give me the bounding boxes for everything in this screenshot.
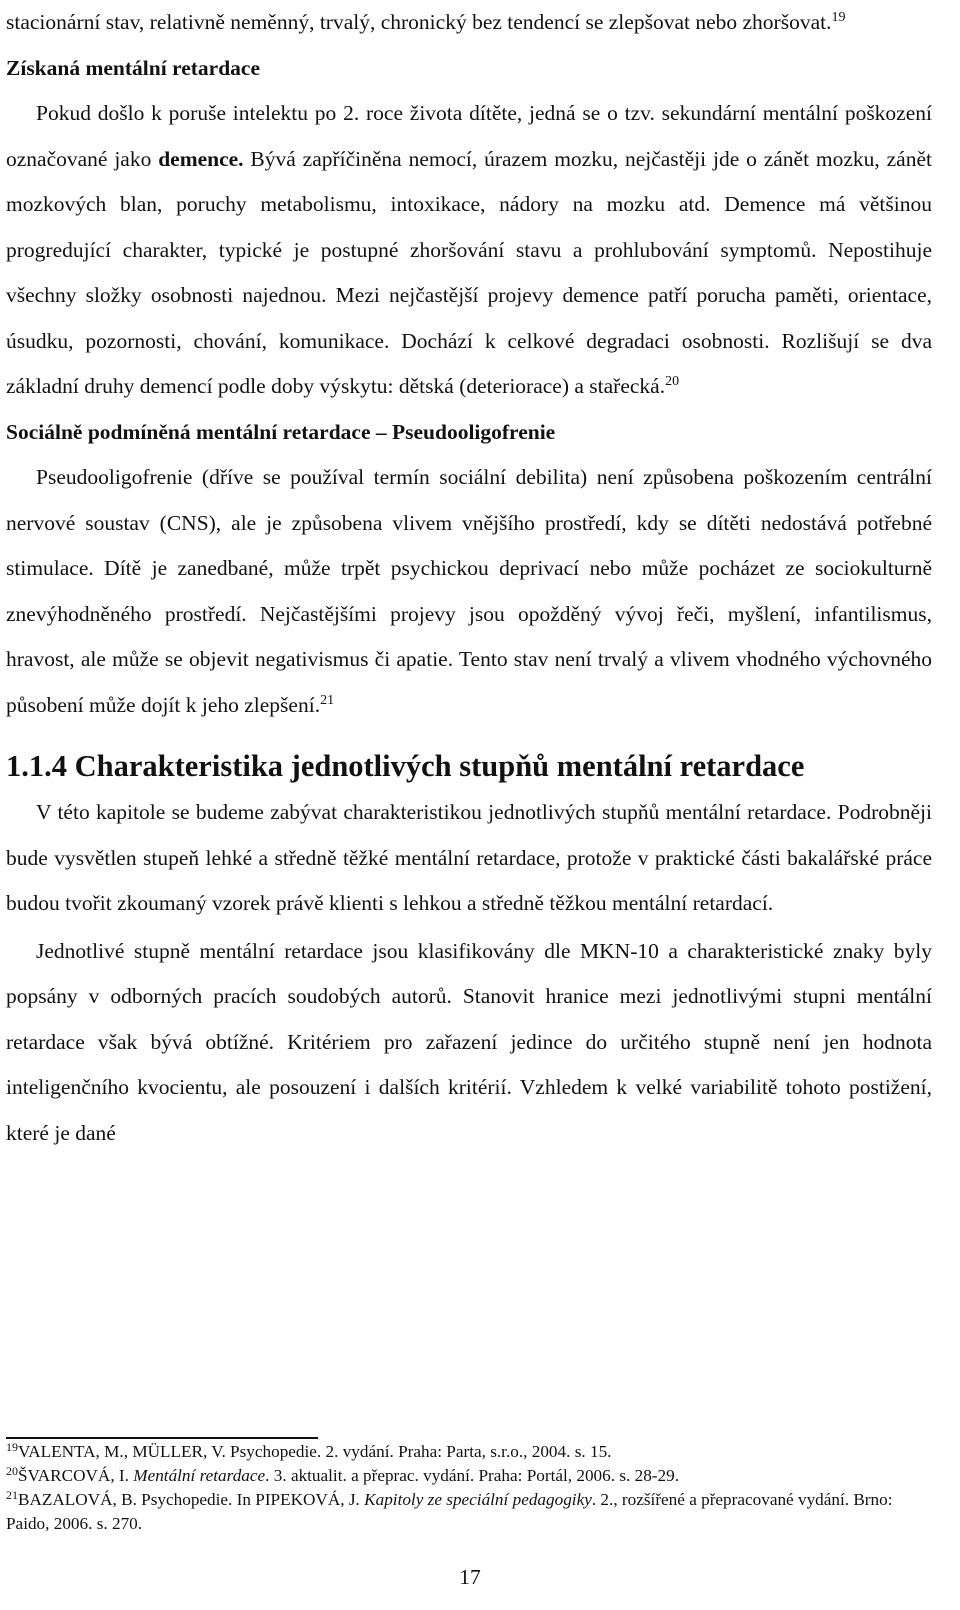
section-heading: 1.1.4 Charakteristika jednotlivých stupňů mentální retardace: [6, 749, 805, 783]
footnotes: [6, 1440, 932, 1536]
footnote-title: Kapitoly ze speciální pedagogiky: [364, 1490, 592, 1509]
footnote-number: 20: [6, 1464, 18, 1478]
footnote-text: . 2., rozšířené a přepracované vydání. Brno: Paido, 2006. s. 270.: [6, 1490, 893, 1533]
footnote-text: VALENTA, M., MÜLLER, V. Psychopedie. 2. vydání. Praha: Parta, s.r.o., 2004. s. 15.: [18, 1442, 612, 1461]
subheading-ziskana: Získaná mentální retardace: [6, 55, 261, 80]
footnote-ref[interactable]: 19: [831, 10, 846, 25]
document-page: [6, 0, 932, 1156]
footnote-text: ŠVARCOVÁ, I.: [18, 1466, 134, 1485]
paragraph-text: Pokud došlo k poruše intelektu po 2. roce života dítěte, jedná se o tzv. sekundární mentální poškození označované jako: [6, 101, 932, 171]
footnote-21: [6, 1488, 932, 1536]
paragraph-text: Pseudooligofrenie (dříve se používal termín sociální debilita) není způsobena poškozením centrální nervové soustav (CNS), ale je způsobena vlivem vnějšího prostředí, kdy se dítěti nedostává potřebné stimulace. Dítě je zanedbané, může trpět psychickou deprivací nebo může pocházet ze sociokulturně znevýhodněného prostředí. Nejčastějšími projevy jsou opožděný vývoj řeči, myšlení, infantilismus, hravost, ale může se objevit negativismus či apatie. Tento stav není trvalý a vlivem vhodného výchovného působení může dojít k jeho zlepšení.: [6, 465, 932, 717]
paragraph-pseudooligofrenie: [6, 455, 932, 728]
paragraph-stupne: Jednotlivé stupně mentální retardace jsou klasifikovány dle MKN-10 a charakteristické znaky byly popsány v odborných pracích soudobých autorů. Stanovit hranice mezi jednotlivými stupni mentální retardace však bývá obtížné. Kritériem pro zařazení jedince do určitého stupně není jen hodnota inteligenčního kvocientu, ale posouzení i dalších kritérií. Vzhledem k velké variabilitě tohoto postižení, které je dané: [6, 938, 932, 1145]
paragraph-continuation: [6, 0, 932, 46]
footnote-ref[interactable]: 21: [320, 692, 335, 708]
page-number: 17: [459, 1565, 481, 1589]
footnote-number: 19: [6, 1440, 18, 1454]
footnote-ref[interactable]: 20: [665, 374, 680, 389]
footnote-19: [6, 1440, 932, 1464]
footnote-title: Mentální retardace: [133, 1466, 266, 1485]
footnote-text: . 3. aktualit. a přeprac. vydání. Praha: Portál, 2006. s. 28-29.: [265, 1466, 679, 1485]
paragraph-text: stacionární stav, relativně neměnný, trvalý, chronický bez tendencí se zlepšovat nebo zhoršovat.: [6, 10, 832, 34]
footnote-separator: [6, 1437, 318, 1439]
footnote-20: [6, 1464, 932, 1488]
paragraph-text: Bývá zapříčiněna nemocí, úrazem mozku, nejčastěji jde o zánět mozku, zánět mozkových blan, poruchy metabolismu, intoxikace, nádory na mozku atd. Demence má většinou progredující charakter, typické je postupné zhoršování stavu a prohlubování symptomů. Nepostihuje všechny složky osobnosti najednou. Mezi nejčastější projevy demence patří porucha paměti, orientace, úsudku, pozornosti, chování, komunikace. Dochází k celkové degradaci osobnosti. Rozlišují se dva základní druhy demencí podle doby výskytu: dětská (deteriorace) a stařecká.: [6, 146, 932, 398]
paragraph-kapitola: V této kapitole se budeme zabývat charakteristikou jednotlivých stupňů mentální retardace. Podrobněji bude vysvětlen stupeň lehké a středně těžké mentální retardace, protože v praktické části bakalářské práce budou tvořit zkoumaný vzorek právě klienti s lehkou a středně těžkou mentální retardací.: [6, 800, 932, 915]
footnote-text: BAZALOVÁ, B. Psychopedie. In PIPEKOVÁ, J.: [18, 1490, 365, 1509]
subheading-socialne: Sociálně podmíněná mentální retardace – Pseudooligofrenie: [6, 419, 556, 444]
footnote-number: 21: [6, 1488, 18, 1502]
bold-term: demence.: [158, 146, 244, 171]
paragraph-demence: [6, 91, 932, 410]
